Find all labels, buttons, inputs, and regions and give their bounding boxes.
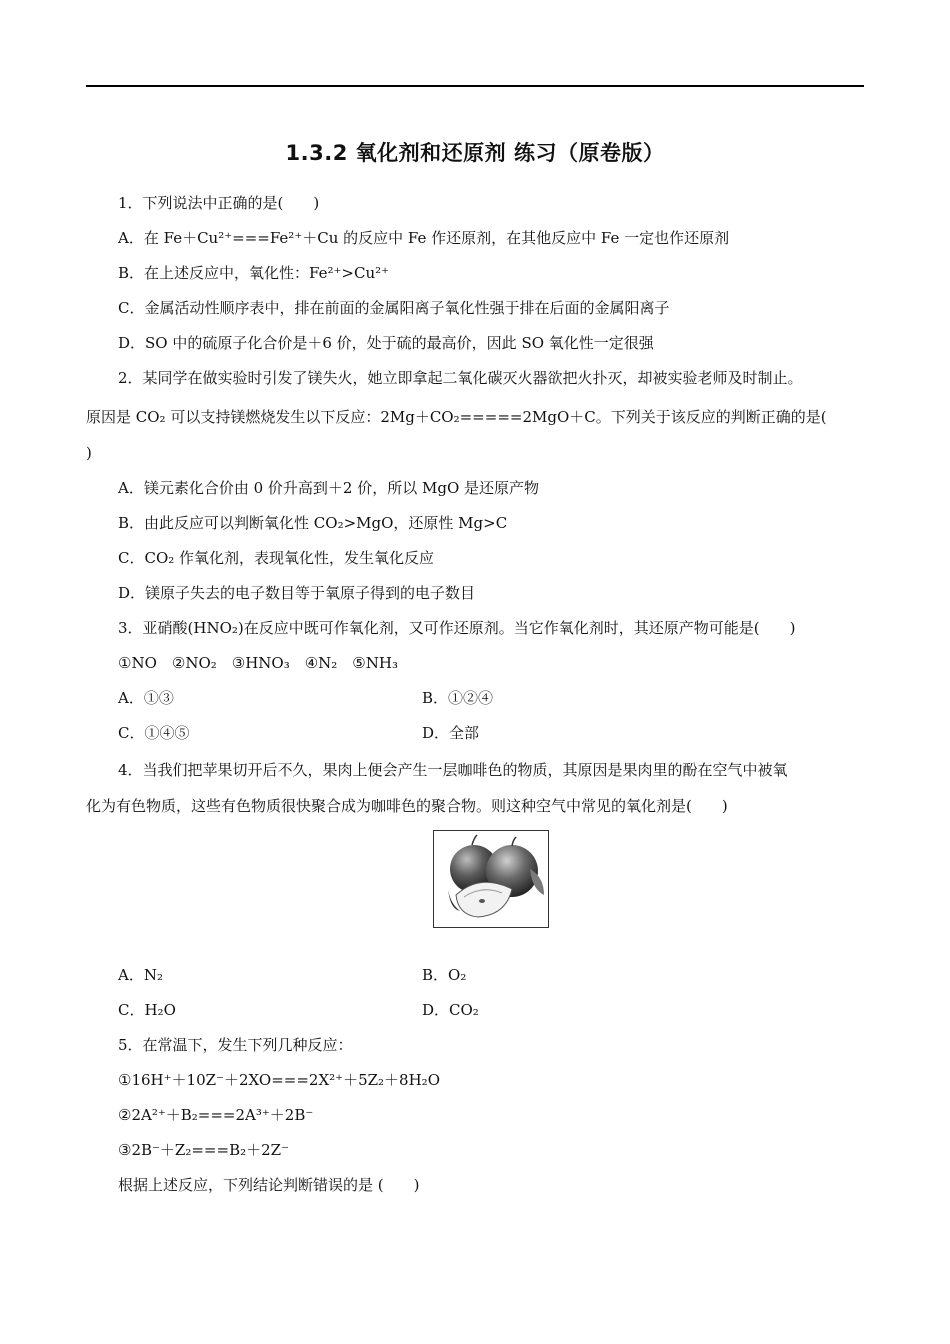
q2-option-b: B．由此反应可以判断氧化性 CO₂>MgO，还原性 Mg>C: [118, 514, 508, 532]
page-title: 1.3.2 氧化剂和还原剂 练习（原卷版）: [285, 141, 665, 165]
q4-option-b: B．O₂: [422, 966, 467, 984]
q1-option-c: C．金属活动性顺序表中，排在前面的金属阳离子氧化性强于排在后面的金属阳离子: [118, 299, 670, 317]
q1-option-a: A．在 Fe＋Cu²⁺===Fe²⁺＋Cu 的反应中 Fe 作还原剂，在其他反应中 Fe 一定也作还原剂: [118, 229, 730, 247]
q5-reaction-2: ②2A²⁺＋B₂===2A³⁺＋2B⁻: [118, 1106, 314, 1124]
q2-stem-line3: ): [86, 444, 92, 462]
q4-option-d: D．CO₂: [422, 1001, 479, 1019]
q4-stem-line1: 4．当我们把苹果切开后不久，果肉上便会产生一层咖啡色的物质，其原因是果肉里的酚在空气中被氧: [118, 761, 788, 779]
q4-option-a: A．N₂: [118, 966, 163, 984]
q5-stem: 5．在常温下，发生下列几种反应：: [118, 1036, 353, 1054]
q3-option-c: C．①④⑤: [118, 724, 190, 742]
q5-question: 根据上述反应，下列结论判断错误的是 ( ): [118, 1176, 420, 1194]
q3-stem: 3．亚硝酸(HNO₂)在反应中既可作氧化剂，又可作还原剂。当它作氧化剂时，其还原产物可能是( ): [118, 619, 796, 637]
header-rule: [86, 85, 864, 87]
q3-choice-list: ①NO ②NO₂ ③HNO₃ ④N₂ ⑤NH₃: [118, 654, 398, 672]
q5-reaction-1: ①16H⁺＋10Z⁻＋2XO===2X²⁺＋5Z₂＋8H₂O: [118, 1071, 440, 1089]
q4-option-c: C．H₂O: [118, 1001, 176, 1019]
q3-option-d: D．全部: [422, 724, 480, 742]
q1-option-d: D．SO 中的硫原子化合价是＋6 价，处于硫的最高价，因此 SO 氧化性一定很强: [118, 334, 654, 352]
q1-option-b: B．在上述反应中，氧化性：Fe²⁺>Cu²⁺: [118, 264, 390, 282]
q2-option-a: A．镁元素化合价由 0 价升高到＋2 价，所以 MgO 是还原产物: [118, 479, 540, 497]
q5-reaction-3: ③2B⁻＋Z₂===B₂＋2Z⁻: [118, 1141, 289, 1159]
apple-illustration-icon: [434, 831, 548, 927]
q3-option-a: A．①③: [118, 689, 174, 707]
q1-stem: 1．下列说法中正确的是( ): [118, 194, 320, 212]
q4-stem-line2: 化为有色物质，这些有色物质很快聚合成为咖啡色的聚合物。则这种空气中常见的氧化剂是( ): [86, 797, 728, 815]
q2-stem-line1: 2．某同学在做实验时引发了镁失火，她立即拿起二氧化碳灭火器欲把火扑灭，却被实验老师及时制止。: [118, 369, 803, 387]
q2-stem-line2: 原因是 CO₂ 可以支持镁燃烧发生以下反应：2Mg＋CO₂=====2MgO＋C。下列关于该反应的判断正确的是(: [86, 408, 827, 426]
q2-option-d: D．镁原子失去的电子数目等于氧原子得到的电子数目: [118, 584, 476, 602]
q3-option-b: B．①②④: [422, 689, 494, 707]
apple-image: [433, 830, 549, 928]
q2-option-c: C．CO₂ 作氧化剂，表现氧化性，发生氧化反应: [118, 549, 435, 567]
